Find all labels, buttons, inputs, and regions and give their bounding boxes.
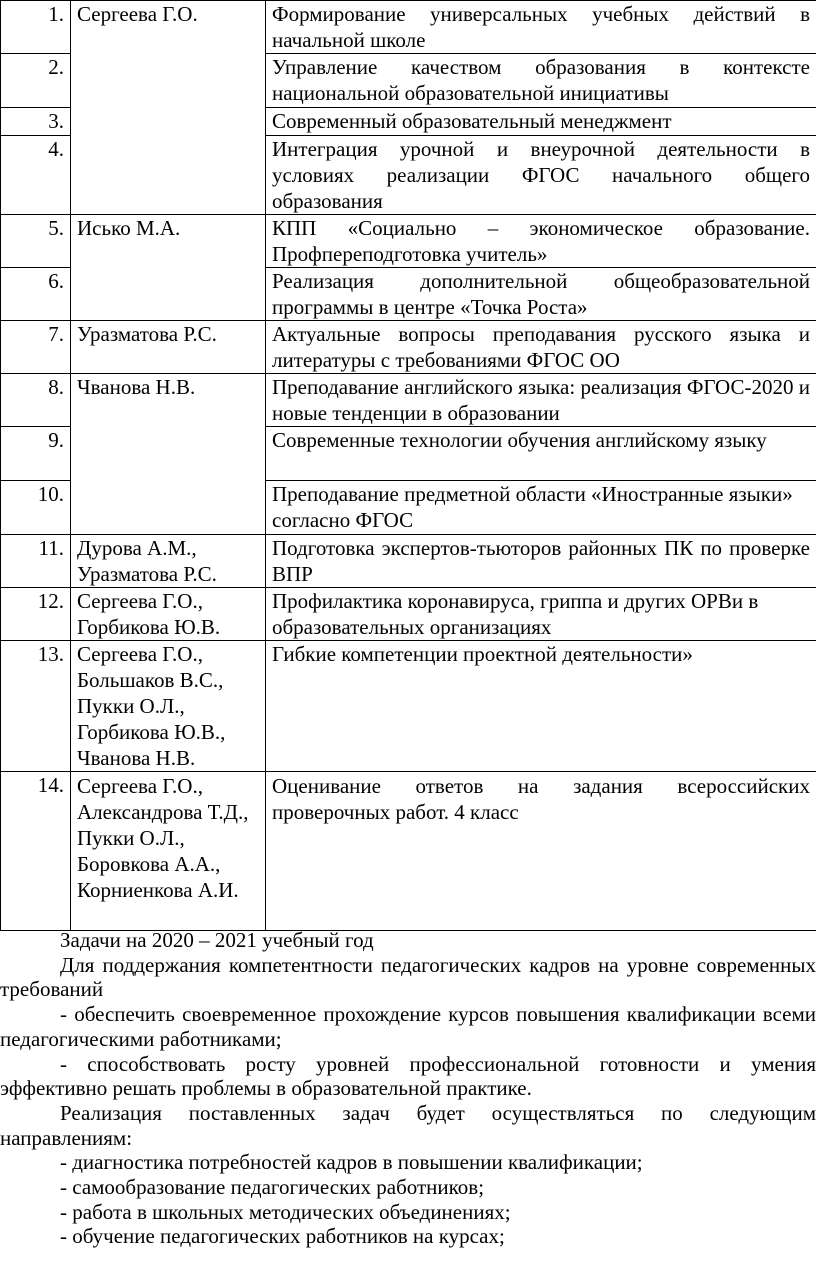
- course-topic: Реализация дополнительной общеобразовательной программы в центре «Точка Роста»: [266, 268, 816, 321]
- table-row: [1, 588, 816, 641]
- table-row: [1, 268, 816, 321]
- row-number: 9.: [1, 427, 71, 481]
- row-number: 8.: [1, 374, 71, 427]
- teacher-names: Сергеева Г.О., Горбикова Ю.В.: [71, 588, 266, 641]
- teacher-names: Чванова Н.В.: [71, 374, 266, 427]
- table-row: [1, 374, 816, 427]
- table-row: [1, 54, 816, 108]
- course-topic: Подготовка экспертов-тьюторов районных ПК по проверке ВПР: [266, 535, 816, 588]
- course-topic: Гибкие компетенции проектной деятельности»: [266, 641, 816, 772]
- teacher-names: Сергеева Г.О., Большаков В.С., Пукки О.Л., Горбикова Ю.В., Чванова Н.В.: [71, 641, 266, 772]
- direction-item: - самообразование педагогических работников;: [60, 1175, 485, 1200]
- table-row: [1, 215, 816, 268]
- course-topic: Управление качеством образования в контексте национальной образовательной инициативы: [266, 54, 816, 108]
- teacher-names: Уразматова Р.С.: [71, 321, 266, 374]
- teacher-names: Исько М.А.: [71, 215, 266, 268]
- row-number: 2.: [1, 54, 71, 108]
- teacher-names: [71, 268, 266, 321]
- direction-item: - диагностика потребностей кадров в повышении квалификации;: [60, 1150, 643, 1175]
- course-topic: Формирование универсальных учебных действий в начальной школе: [266, 1, 816, 54]
- row-number: 11.: [1, 535, 71, 588]
- tasks-heading: Задачи на 2020 – 2021 учебный год: [60, 928, 374, 952]
- table-row: [1, 427, 816, 481]
- direction-item: - работа в школьных методических объединениях;: [60, 1199, 511, 1224]
- teacher-names: [71, 481, 266, 535]
- tasks-intro: Для поддержания компетентности педагогических кадров на уровне современных требований: [0, 952, 816, 1002]
- table-row: [1, 108, 816, 136]
- row-number: 10.: [1, 481, 71, 535]
- row-number: 1.: [1, 1, 71, 54]
- course-topic: Интеграция урочной и внеурочной деятельности в условиях реализации ФГОС начального общего образования: [266, 136, 816, 215]
- teacher-names: [71, 54, 266, 108]
- row-number: 5.: [1, 215, 71, 268]
- teacher-names: [71, 427, 266, 481]
- direction-item: - обучение педагогических работников на курсах;: [60, 1224, 505, 1249]
- implementation-text: Реализация поставленных задач будет осуществляться по следующим направлениям:: [0, 1100, 816, 1150]
- course-topic: Оценивание ответов на задания всероссийских проверочных работ. 4 класс: [266, 772, 816, 931]
- course-topic: Профилактика коронавируса, гриппа и других ОРВи в образовательных организациях: [266, 588, 816, 641]
- teacher-names: [71, 108, 266, 136]
- table-row: [1, 1, 816, 54]
- task-item: - способствовать росту уровней профессиональной готовности и умения эффективно решать проблемы в образовательной практике.: [0, 1051, 816, 1101]
- table-row: [1, 481, 816, 535]
- table-row: [1, 641, 816, 772]
- table-row: [1, 136, 816, 215]
- teacher-names: Сергеева Г.О., Александрова Т.Д., Пукки О.Л., Боровкова А.А., Корниенкова А.И.: [71, 772, 266, 931]
- row-number: 14.: [1, 772, 71, 931]
- course-topic: Преподавание английского языка: реализация ФГОС-2020 и новые тенденции в образовании: [266, 374, 816, 427]
- row-number: 6.: [1, 268, 71, 321]
- course-topic: Преподавание предметной области «Иностранные языки» согласно ФГОС: [266, 481, 816, 535]
- row-number: 12.: [1, 588, 71, 641]
- tasks-section: [0, 928, 816, 1249]
- teacher-names: Дурова А.М., Уразматова Р.С.: [71, 535, 266, 588]
- row-number: 4.: [1, 136, 71, 215]
- course-topic: Современные технологии обучения английскому языку: [266, 427, 816, 481]
- course-topic: Современный образовательный менеджмент: [266, 108, 816, 136]
- teacher-names: [71, 136, 266, 215]
- course-topic: КПП «Социально – экономическое образование. Профпереподготовка учитель»: [266, 215, 816, 268]
- table-row: [1, 535, 816, 588]
- teacher-names: Сергеева Г.О.: [71, 1, 266, 54]
- table-row: [1, 321, 816, 374]
- row-number: 3.: [1, 108, 71, 136]
- course-topic: Актуальные вопросы преподавания русского языка и литературы с требованиями ФГОС ОО: [266, 321, 816, 374]
- row-number: 7.: [1, 321, 71, 374]
- task-item: - обеспечить своевременное прохождение курсов повышения квалификации всеми педагогическими работниками;: [0, 1002, 816, 1051]
- row-number: 13.: [1, 641, 71, 772]
- table-row: [1, 772, 816, 931]
